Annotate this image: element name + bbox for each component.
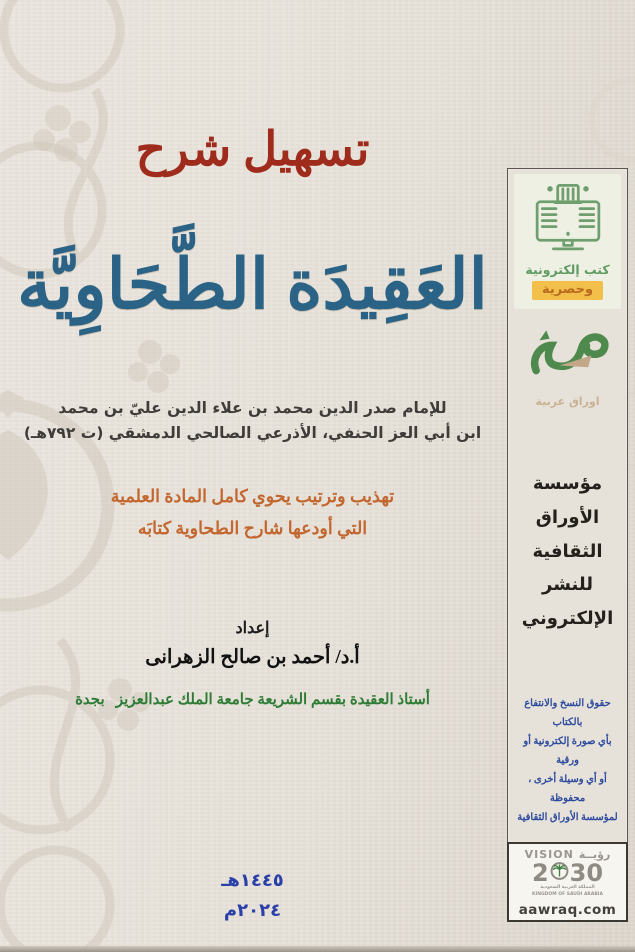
- website-label: aawraq.com: [518, 901, 617, 918]
- publisher-name: [508, 467, 627, 636]
- awraq-logo-icon: [526, 374, 610, 393]
- copyright-line: أو أي وسيلة أخرى ، محفوظة: [528, 774, 607, 804]
- vision-year-right: 30: [569, 859, 604, 887]
- publisher-name-line: مؤسسة: [532, 473, 603, 494]
- awraq-logo: [508, 327, 627, 408]
- copyright-line: حقوق النسخ والانتفاع بالكتاب: [524, 698, 611, 728]
- publisher-name-line: للنشر: [542, 574, 593, 596]
- publisher-name-line: الأوراق: [535, 506, 600, 528]
- awraq-logo-label: اوراق عربية: [535, 395, 600, 408]
- author-line-2: ابن أبي العز الحنفي، الأذرعي الصالحي الدمشقي (ت ٧٩٢هـ): [23, 423, 482, 442]
- vision-2030-logo: [507, 842, 628, 922]
- prepared-by-label: إعداد: [235, 620, 270, 637]
- publisher-sidebar: [507, 168, 628, 922]
- palm-icon: [550, 861, 569, 885]
- ebooks-badge: [514, 174, 621, 309]
- description-block: [0, 480, 505, 545]
- copyright-line: لمؤسسة الأوراق الثقافية: [517, 812, 618, 823]
- publisher-name-line: الثقافية: [532, 540, 603, 562]
- kingdom-name-en: KINGDOM OF SAUDI ARABIA: [532, 891, 603, 897]
- preparer-name: أ.د/ أحمد بن صالح الزهرانى: [145, 647, 360, 668]
- vision-word-en: VISION: [524, 848, 574, 861]
- gregorian-year: ٢٠٢٤م: [223, 900, 282, 921]
- hijri-year: ١٤٤٥هـ: [221, 870, 284, 891]
- preparer-title: أستاذ العقيدة بقسم الشريعة جامعة الملك عبدالعزيز بجدة: [75, 692, 430, 708]
- copyright-line: بأي صورة إلكترونية أو ورقية: [523, 736, 612, 766]
- ebooks-label: كتب إلكترونية: [525, 262, 610, 277]
- publisher-name-line: الإلكتروني: [521, 608, 614, 630]
- kingdom-name-ar: المملكة العربية السعودية: [540, 885, 595, 890]
- description-line-1: تهذيب وترتيب يحوي كامل المادة العلمية: [110, 486, 395, 506]
- vision-year: [509, 861, 626, 885]
- vision-word-ar: رؤيــة: [578, 848, 611, 861]
- monitor-book-icon: [529, 239, 607, 258]
- description-line-2: التي أودعها شارح الطحاوية كتابَه: [137, 518, 368, 539]
- author-line-1: للإمام صدر الدين محمد بن علاء الدين عليّ بن محمد: [58, 399, 447, 417]
- page-bottom-edge: [0, 946, 635, 952]
- exclusive-badge: وحصرية: [532, 281, 603, 300]
- copyright-note: [508, 694, 627, 827]
- vision-wordmark: [509, 848, 626, 861]
- main-title: العَقِيدَة الطَّحَاوِيَّة: [17, 247, 488, 323]
- series-title: تسهيل شرح: [135, 124, 370, 176]
- vision-year-left: 2: [531, 859, 549, 887]
- author-block: [0, 396, 505, 446]
